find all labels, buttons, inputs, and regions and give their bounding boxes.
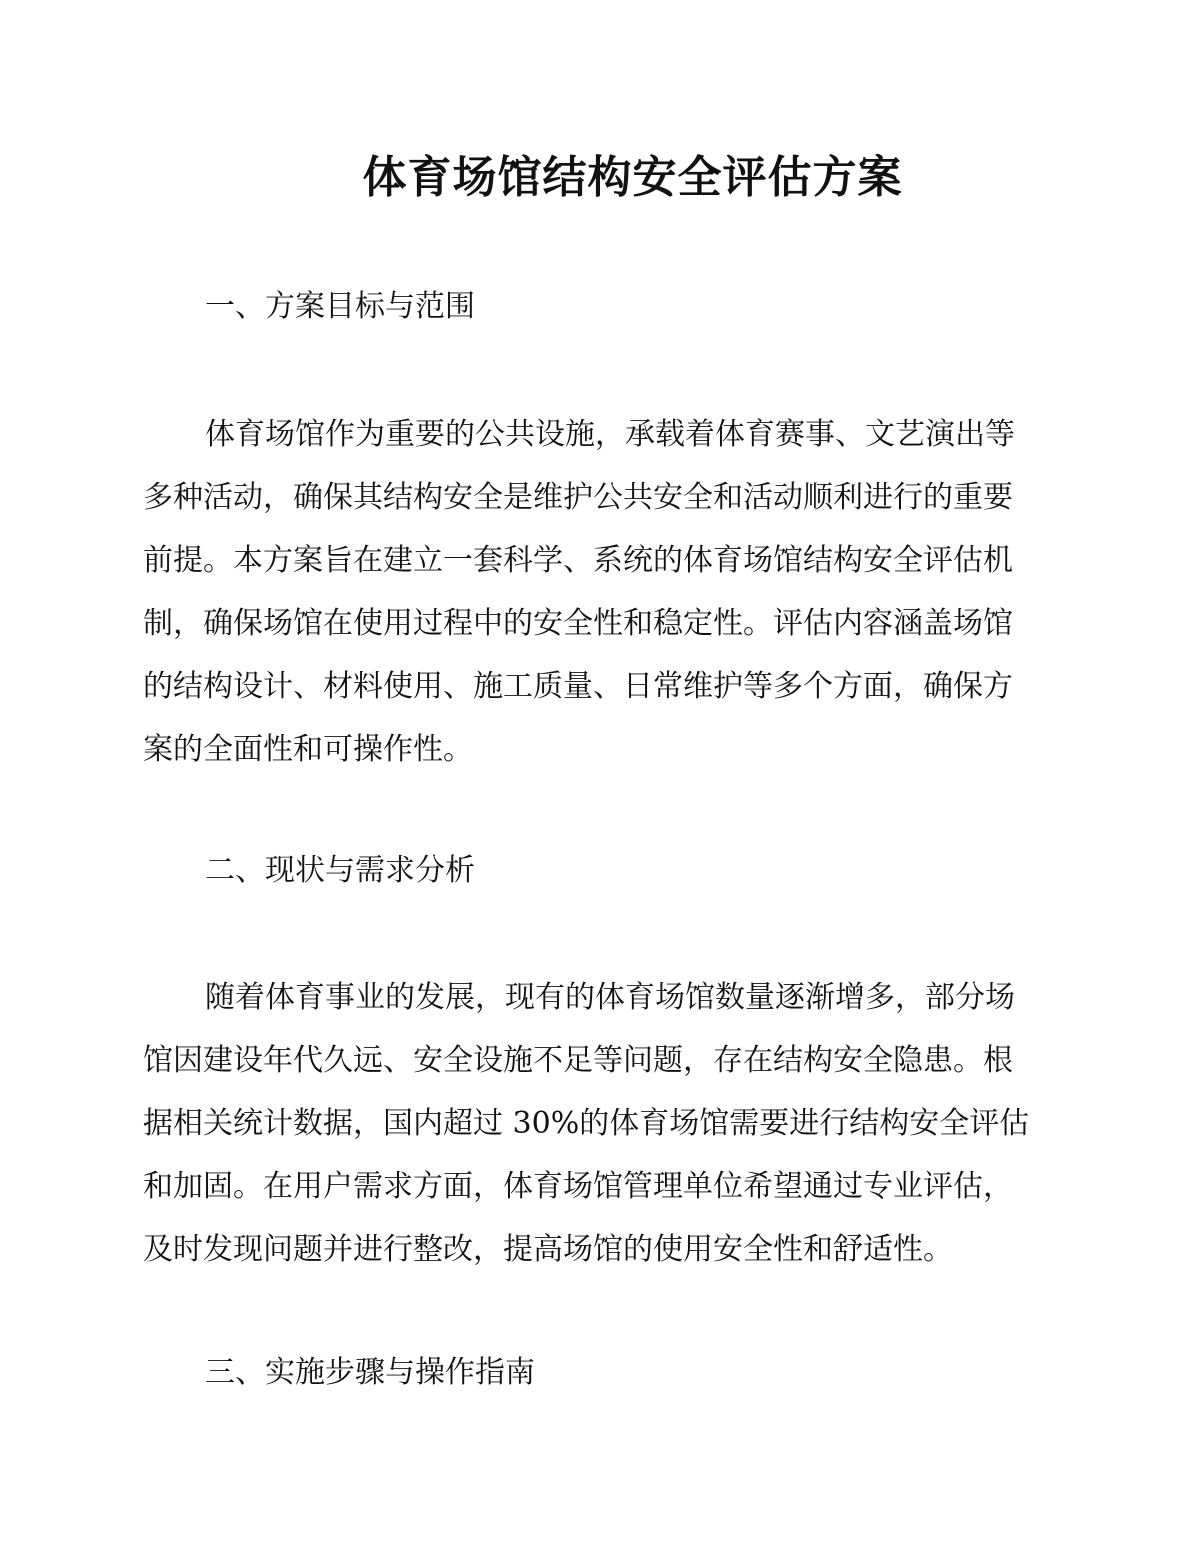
paragraph-line: 随着体育事业的发展，现有的体育场馆数量逐渐增多，部分场 <box>205 980 1015 1015</box>
section-heading-1: 一、方案目标与范围 <box>205 289 475 324</box>
paragraph-line: 前提。本方案旨在建立一套科学、系统的体育场馆结构安全评估机 <box>143 543 1013 578</box>
section-paragraph-2 <box>143 966 1053 1281</box>
paragraph-line: 制，确保场馆在使用过程中的安全性和稳定性。评估内容涵盖场馆 <box>143 606 1013 641</box>
section-heading-2: 二、现状与需求分析 <box>205 853 475 888</box>
document-title: 体育场馆结构安全评估方案 <box>362 152 903 203</box>
paragraph-line: 馆因建设年代久远、安全设施不足等问题，存在结构安全隐患。根 <box>143 1043 1013 1078</box>
section-paragraph-1 <box>143 403 1053 781</box>
paragraph-line: 案的全面性和可操作性。 <box>143 732 473 767</box>
paragraph-line: 多种活动，确保其结构安全是维护公共安全和活动顺利进行的重要 <box>143 480 1013 515</box>
paragraph-line: 体育场馆作为重要的公共设施，承载着体育赛事、文艺演出等 <box>205 417 1015 452</box>
section-heading-3: 三、实施步骤与操作指南 <box>205 1355 535 1390</box>
paragraph-line: 及时发现问题并进行整改，提高场馆的使用安全性和舒适性。 <box>143 1232 953 1267</box>
paragraph-line: 据相关统计数据，国内超过 30%的体育场馆需要进行结构安全评估 <box>143 1106 1030 1141</box>
paragraph-line: 的结构设计、材料使用、施工质量、日常维护等多个方面，确保方 <box>143 669 1013 704</box>
paragraph-line: 和加固。在用户需求方面，体育场馆管理单位希望通过专业评估， <box>143 1169 1013 1204</box>
